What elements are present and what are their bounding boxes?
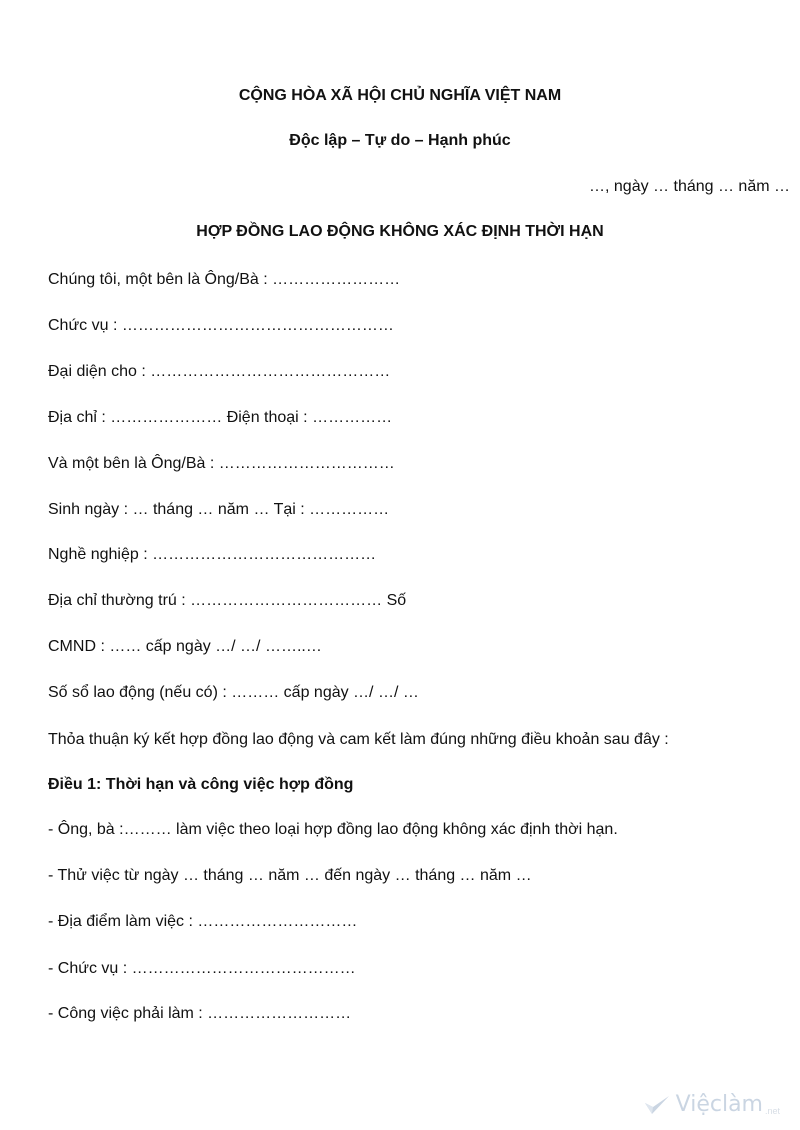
- birth-line: Sinh ngày : … tháng … năm … Tại : ……………: [48, 501, 390, 518]
- watermark: [644, 1094, 780, 1116]
- id-card-line: CMND : …… cấp ngày …/ …/ ……..…: [48, 638, 322, 655]
- occupation-line: Nghề nghiệp : ……………………………………: [48, 546, 377, 563]
- article-1-item: - Địa điểm làm việc : …………………………: [48, 913, 358, 930]
- permanent-address-line: Địa chỉ thường trú : ……………………………… Số: [48, 592, 407, 609]
- address-phone-line: Địa chỉ : ………………… Điện thoại : ……………: [48, 409, 393, 426]
- watermark-brand: Việclàm: [675, 1092, 763, 1117]
- party-b-line: Và một bên là Ông/Bà : ……………………………: [48, 455, 395, 472]
- party-a-line: Chúng tôi, một bên là Ông/Bà : ……………………: [48, 271, 401, 288]
- article-1-item: - Công việc phải làm : ………………………: [48, 1005, 352, 1022]
- article-1-heading: Điều 1: Thời hạn và công việc hợp đồng: [48, 776, 354, 793]
- labor-book-line: Số sổ lao động (nếu có) : ……… cấp ngày …/ …/ …: [48, 684, 419, 701]
- article-1-item: - Ông, bà :……… làm việc theo loại hợp đồng lao động không xác định thời hạn.: [48, 821, 618, 838]
- country-header: CỘNG HÒA XÃ HỘI CHỦ NGHĨA VIỆT NAM: [238, 87, 562, 104]
- representing-line: Đại diện cho : ………………………………………: [48, 363, 391, 380]
- document-title: HỢP ĐỒNG LAO ĐỘNG KHÔNG XÁC ĐỊNH THỜI HẠN: [196, 223, 604, 240]
- article-1-item: - Chức vụ : ……………………………………: [48, 960, 356, 977]
- agreement-line: Thỏa thuận ký kết hợp đồng lao động và cam kết làm đúng những điều khoản sau đây :: [48, 731, 669, 748]
- watermark-suffix: .net: [764, 1106, 780, 1116]
- position-line: Chức vụ : ……………………………………………: [48, 317, 394, 334]
- date-line: …, ngày … tháng … năm …: [589, 178, 790, 195]
- checkmark-logo-icon: [644, 1094, 670, 1116]
- motto-header: Độc lập – Tự do – Hạnh phúc: [289, 132, 511, 149]
- article-1-item: - Thử việc từ ngày … tháng … năm … đến ngày … tháng … năm …: [48, 867, 532, 884]
